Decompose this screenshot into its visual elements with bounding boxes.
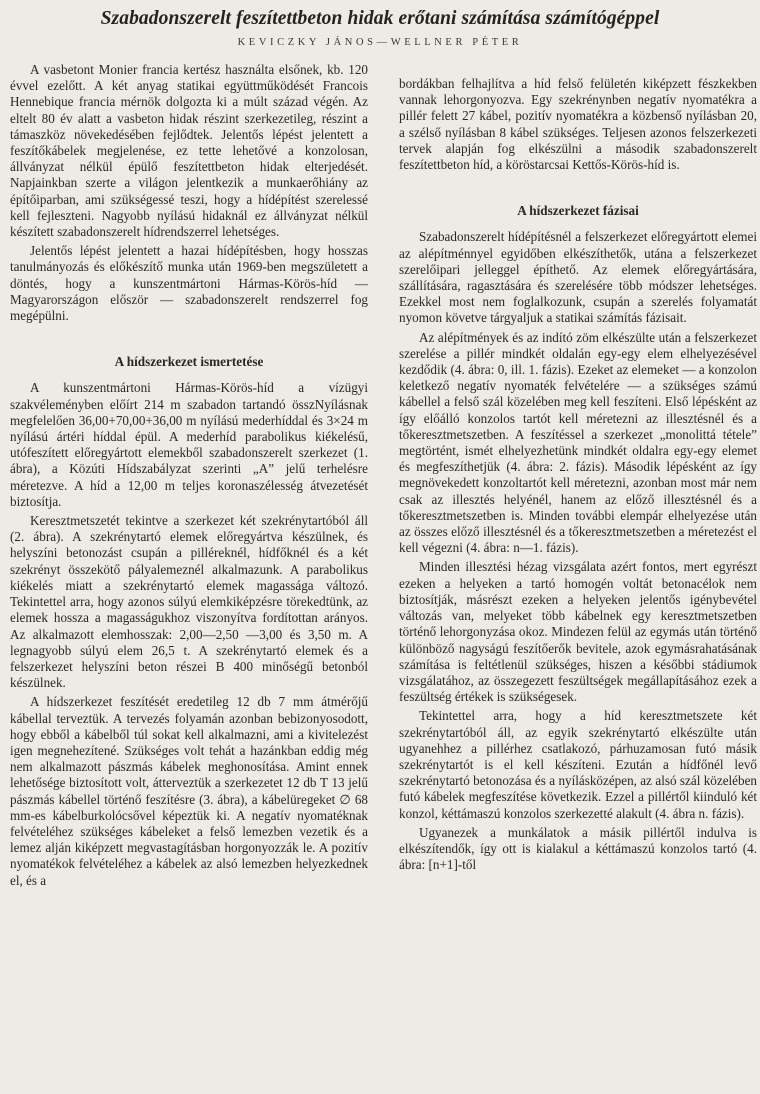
section-heading: A hídszerkezet fázisai	[517, 203, 639, 219]
paragraph: Minden illesztési hézag vizsgálata azért fontos, mert egyrészt ezeken a helyeken a tartó homogén voltát betonacélok nem biztosítják, másrészt ezeken a helyeken jelentős igénybevétel változás van, melyeket több kábelnek egy keresztmetszetben történő lehorgonyzása okoz. Mindezen felül az egymás után történő különböző nagyságú feszítőerők bevitele, azok egymásrahatásának számítása is feltétlenül szükséges, hiszen a későbbi stádiumok vizsgálatához, az összegezett feszültségek megállapításához ezek a feszültség értékek is szükségesek.	[399, 559, 757, 705]
section-heading: A hídszerkezet ismertetése	[114, 354, 264, 370]
paragraph: A vasbetont Monier francia kertész használta elsőnek, kb. 120 évvel ezelőtt. A két anyag statikai együttműködését Francois Hennebique francia mérnök dolgozta ki a múlt század végén. Az eltelt 80 év alatt a vasbeton hidak részint szerkezetileg, részint a támaszköz növekedésében fejlődtek. Jelentős lépést jelentett a feszítőkábelek megjelenése, ez tette lehetővé a konzolosan, állványzat nélkül épülő feszítettbeton hidak elterjedését. Napjainkban szerte a világon jelentkezik a munkaerőhiány az építőiparban, ami szükségessé teszi, hogy a hídépítést szerelessé kell fejleszteni. Nagyobb nyílású hidaknál ez állványzat nélkül készített szabadonszerelt hídrendszerrel lehetséges.	[10, 62, 368, 240]
right-column	[399, 76, 757, 876]
paragraph: Keresztmetszetét tekintve a szerkezet két szekrénytartóból áll (2. ábra). A szekrénytartó elemek előregyártva készülnek, és helyszíni betonozást csupán a pilléreknél, hídfőknél és a két szekrényt összekötő pályalemeznél alkalmazunk. A parabolikus kiékelés miatt a szekrénytartó elemek magassága változó. Tekintettel arra, hogy azonos súlyú elemkiképzésre törekedtünk, az elemek hossza a magasságukhoz viszonyítva fordítottan arányos. Az alkalmazott elemhosszak: 2,00—2,50 —3,00 és 3,50 m. A legnagyobb súlyú elem 26,5 t. A szekrénytartó elemek és a felszerkezet helyszíni beton részei B 400 minőségű betonból készülnek.	[10, 513, 368, 691]
article-authors: KEVICZKY JÁNOS—WELLNER PÉTER	[237, 37, 523, 48]
paragraph: Tekintettel arra, hogy a híd keresztmetszete két szekrénytartóból áll, az egyik szekrénytartó elkészülte után ugyanehhez a pillérhez csatlakozó, párhuzamosan futó másik szekrénytartót is el kell készíteni. Ezután a hídfőnél levő szekrénytartó betonozása és a nyílásközépen, az alsó szál közelében futó kábelek megfeszítése következik. Ezzel a pillértől kiinduló két konzol, kéttámaszú konzolos szerkezetté alakult (4. ábra n. fázis).	[399, 708, 757, 821]
paragraph: A kunszentmártoni Hármas-Körös-híd a vízügyi szakvéleményben előírt 214 m szabadon tartandó összNyílásnak megfelelően 36,00+70,00+36,00 m nyílású mederhíddal és 3×24 m nyílású ártéri híddal épül. A mederhíd parabolikus kiékelésű, utófeszített előregyártott elemekből szabadonszerelt szerkezet (1. ábra), a Közúti Hídszabályzat szerinti „A” jelű terhelésre méretezve. A híd a 12,00 m teljes koronaszélesség átvezetését biztosítja.	[10, 380, 368, 509]
paragraph: A hídszerkezet feszítését eredetileg 12 db 7 mm átmérőjű kábellal terveztük. A tervezés folyamán azonban bebizonyosodott, hogy ebből a kábelből túl sokat kell alkalmazni, ami a kivitelezést igen megnehezítené. Szükséges volt tehát a hazánkban eddig még nem alkalmazott pászmás kábelek meghonosítása. Amint ennek lehetősége biztosított volt, átterveztük a szerkezetet 12 db T 13 jelű pászmás kábellel történő feszítésre (3. ábra), a kábelüregeket ∅ 68 mm-es kábelburkolócsővel képeztük ki. A negatív nyomatéknak felvételéhez szükséges kábeleket a felső lemezben vezetik és a lemez alján kiképzett megvastagításban horgonyozzák le. A pozitív nyomatékok felvételéhez a kábelek az alsó lemezben helyezkednek el, és a	[10, 694, 368, 888]
left-column	[10, 62, 368, 892]
paragraph: Jelentős lépést jelentett a hazai hídépítésben, hogy hosszas tanulmányozás és előkészítő munka után 1969-ben megszületett a döntés, hogy a kunszentmártoni Hármas-Körös-híd — Magyarországon először — szabadonszerelt rendszerrel fog megépülni.	[10, 243, 368, 324]
paragraph: Szabadonszerelt hídépítésnél a felszerkezet előregyártott elemei az alépítménnyel egyidőben elkészíthetők, utána a felszerkezet szerelőipari jelleggel építhető. Az elemek előregyártására, szállítására, ragasztására és szerelésére több módszer lehetséges. Ezekkel most nem foglalkozunk, csupán a szerelés folyamatát nyomon követve tárgyaljuk a statikai számítás fázisait.	[399, 229, 757, 326]
article-title: Szabadonszerelt feszítettbeton hidak erőtani számítása számítógéppel	[100, 8, 660, 29]
paragraph: bordákban felhajlítva a híd felső felületén kiképzett fészkekben vannak lehorgonyozva. Egy szekrénynben negatív nyomatékra a pillér felett 27 kábel, pozitív nyomatékra a közbenső nyílásban 20, a szélső nyílásban 8 kábel szükséges. Teljesen azonos felszerkezeti tervek alapján fog elkészülni a második szabadonszerelt feszítettbeton híd, a köröstarcsai Kettős-Körös-híd is.	[399, 76, 757, 173]
paragraph: Ugyanezek a munkálatok a másik pillértől indulva is elkészítendők, így ott is kialakul a kéttámaszú konzolos tartó (4. ábra: [n+1]-től	[399, 824, 757, 873]
paragraph: Az alépítmények és az indító zöm elkészülte után a felszerkezet szerelése a pillér mindkét oldalán egy-egy elem elhelyezésével kezdődik (4. ábra: 0, ill. 1. fázis). Ezeket az elemeket — a konzolon keletkező negatív nyomaték felvételére — a szükséges számú kábellel a felső szál közelében meg kell feszíteni. Első lépésként az így előálló konzolos tartót kell méretezni az illesztésnél és a tőkeresztmetszetben. A feszítéssel a szerkezet „monolittá tétele” megtörtént, ismét elhelyezhetünk mindkét oldalra egy-egy elemet és megfeszíthetjük (4. ábra: 2. fázis). Második lépésként az így megnövekedett konzoltartót kell méretezni, azonban most már nem csak az illesztés helyénél, hanem az előző illesztésnél és a tőkeresztmetszetben is. Minden további elempár elhelyezése után az összes előző illesztésnél és a tőkeresztmetszetben a méretezést el kell végezni (4. ábra: n—1. fázis).	[399, 329, 757, 556]
